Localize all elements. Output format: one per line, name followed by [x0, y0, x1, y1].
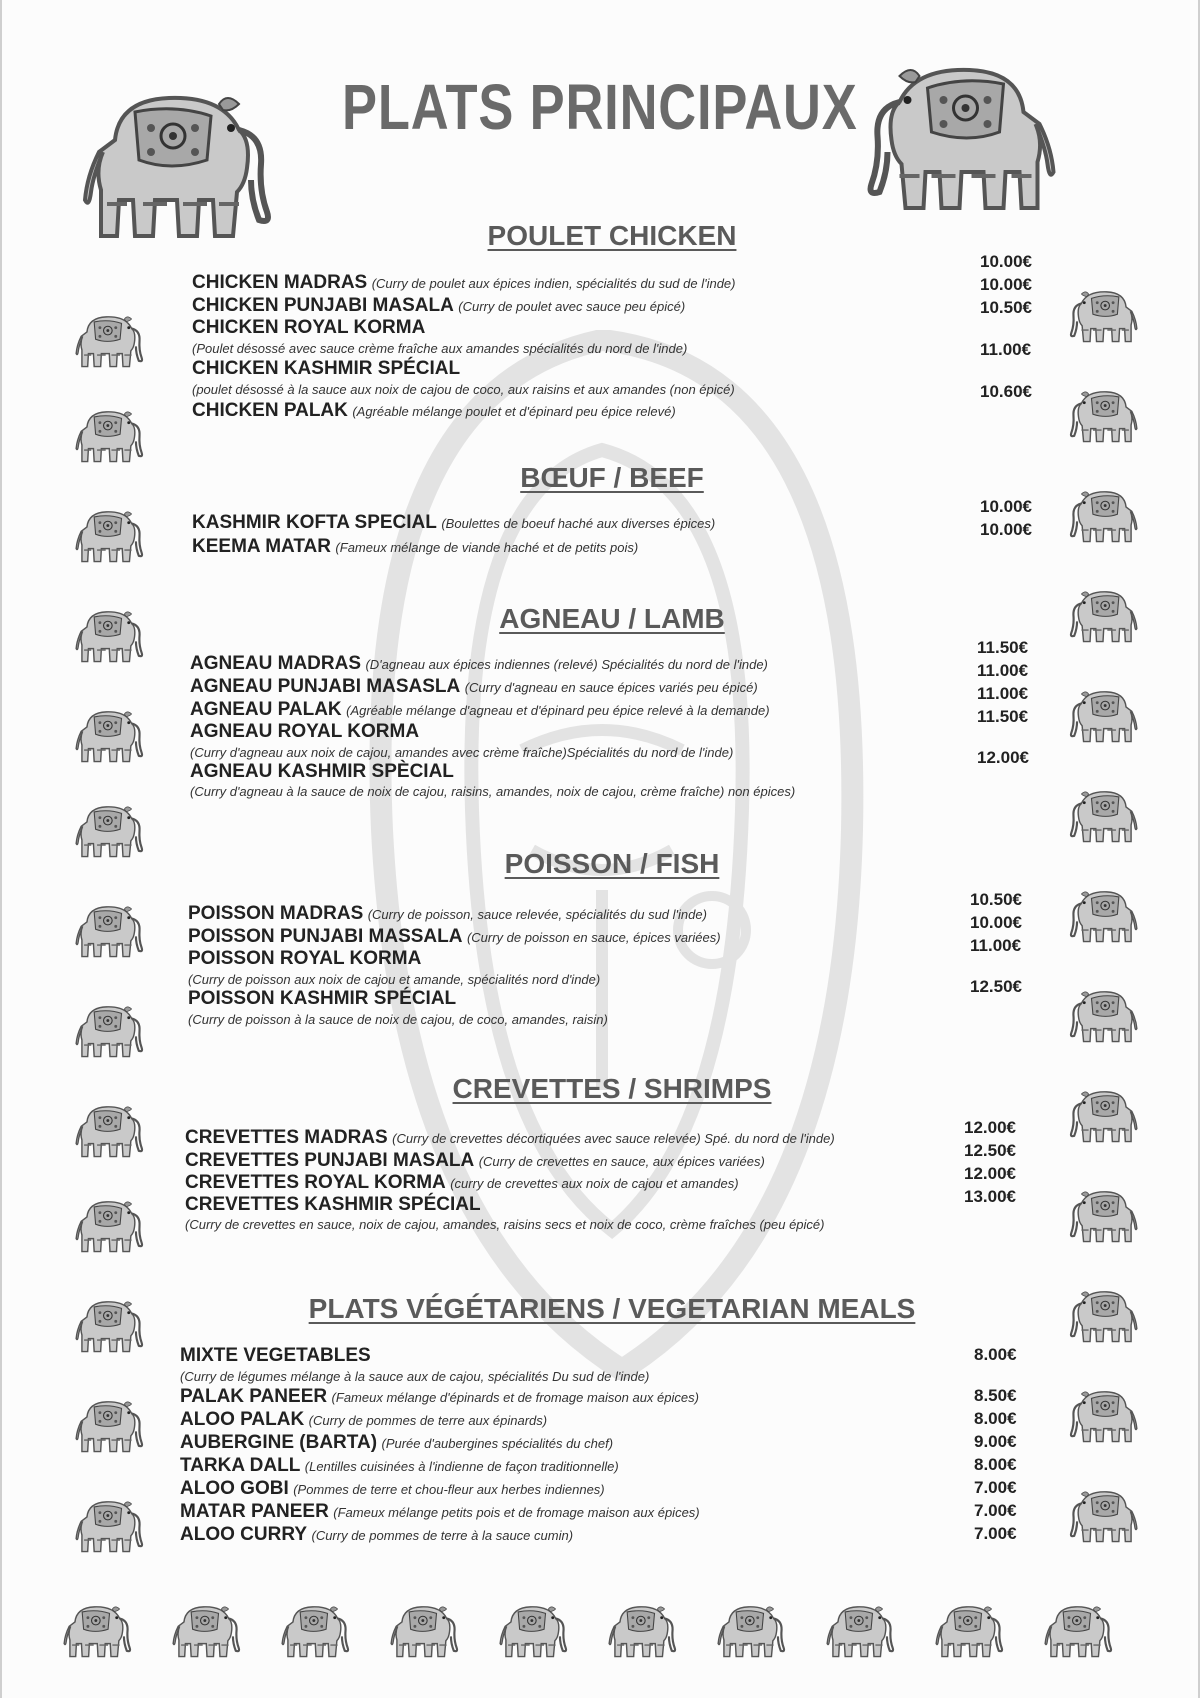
item-price: 11.00€ [977, 684, 1029, 703]
elephant-icon [74, 1295, 146, 1357]
elephant-icon [74, 505, 146, 567]
item-description: (Curry de poulet avec sauce peu épicé) [458, 299, 686, 314]
elephant-icon [1043, 1600, 1115, 1662]
item-price: 10.50€ [970, 890, 1022, 909]
item-name: CHICKEN PUNJABI MASALA [192, 295, 454, 316]
elephant-icon [280, 1600, 352, 1662]
section-title-lamb: AGNEAU / LAMB [499, 603, 725, 634]
elephant-icon [1067, 1385, 1139, 1447]
item-price: 10.00€ [980, 497, 1032, 516]
elephant-icon [825, 1600, 897, 1662]
item-description: (Curry de poisson aux noix de cajou et amande, spécialités nord d'inde) [188, 972, 601, 987]
item-price: 10.00€ [980, 520, 1032, 539]
item-description: (curry de crevettes aux noix de cajou et amandes) [450, 1176, 739, 1191]
section-title-shrimps: CREVETTES / SHRIMPS [452, 1073, 772, 1104]
elephant-icon [74, 1100, 146, 1162]
item-name: CREVETTES PUNJABI MASALA [185, 1150, 475, 1171]
item-name: TARKA DALL [180, 1455, 301, 1476]
item-description: (Fameux mélange d'épinards et de fromage maison aux épices) [331, 1390, 699, 1405]
section-title-fish: POISSON / FISH [504, 848, 720, 879]
item-name: POISSON ROYAL KORMA [188, 948, 422, 969]
item-description: (Fameux mélange de viande haché et de petits pois) [335, 540, 639, 555]
item-description: (Curry de crevettes en sauce, aux épices variées) [478, 1154, 765, 1169]
item-name: PALAK PANEER [180, 1386, 328, 1407]
item-name: CHICKEN PALAK [192, 400, 348, 421]
item-name: KEEMA MATAR [192, 536, 331, 557]
elephant-icon [62, 1600, 134, 1662]
page-title: PLATS PRINCIPAUX [342, 71, 858, 143]
elephant-icon [74, 800, 146, 862]
item-name: CREVETTES MADRAS [185, 1127, 388, 1148]
elephant-icon [1067, 785, 1139, 847]
elephant-icon [74, 1000, 146, 1062]
elephant-icon [74, 705, 146, 767]
item-description: (Curry de poisson à la sauce de noix de cajou, de coco, amandes, raisin) [188, 1012, 608, 1027]
elephant-icon [1067, 585, 1139, 647]
elephant-icon [607, 1600, 679, 1662]
item-name: ALOO GOBI [180, 1478, 289, 1499]
item-description: (D'agneau aux épices indiennes (relevé) Spécialités du nord de l'inde) [365, 657, 768, 672]
item-name: CHICKEN MADRAS [192, 272, 368, 293]
item-price: 11.00€ [970, 936, 1022, 955]
item-price: 8.00€ [974, 1409, 1017, 1428]
item-description: (poulet désossé à la sauce aux noix de cajou de coco, aux raisins et aux amandes (non épicé) [192, 382, 735, 397]
elephant-icon [389, 1600, 461, 1662]
item-description: (Boulettes de boeuf haché aux diverses épices) [441, 516, 716, 531]
elephant-icon [1067, 385, 1139, 447]
item-description: (Curry de pommes de terre à la sauce cumin) [311, 1528, 574, 1543]
item-price: 7.00€ [974, 1478, 1017, 1497]
item-description: (Curry de crevettes en sauce, noix de cajou, amandes, raisins secs et noix de coco, crème fraîches (peu épicé) [185, 1217, 825, 1232]
item-price: 11.00€ [977, 661, 1029, 680]
item-name: POISSON KASHMIR SPÉCIAL [188, 988, 457, 1009]
item-name: AGNEAU PALAK [190, 699, 342, 720]
elephant-icon [1067, 285, 1139, 347]
item-name: AGNEAU MADRAS [190, 653, 361, 674]
elephant-icon [1067, 685, 1139, 747]
item-price: 12.00€ [964, 1118, 1016, 1137]
item-description: (Curry de poisson, sauce relevée, spécialités du sud l'inde) [367, 907, 707, 922]
elephant-icon [74, 1495, 146, 1557]
item-name: ALOO PALAK [180, 1409, 305, 1430]
elephant-icon [716, 1600, 788, 1662]
item-description: (Curry d'agneau en sauce épices variés peu épicé) [464, 680, 758, 695]
elephant-icon [934, 1600, 1006, 1662]
elephant-icon [1067, 1085, 1139, 1147]
item-name: CHICKEN KASHMIR SPÉCIAL [192, 358, 461, 379]
section-title-chicken: POULET CHICKEN [487, 220, 737, 251]
item-description: (Curry de poulet aux épices indien, spécialités du sud de l'inde) [371, 276, 736, 291]
item-description: (Purée d'aubergines spécialités du chef) [381, 1436, 614, 1451]
item-description: (Curry de légumes mélange à la sauce aux de cajou, spécialités Du sud de l'inde) [180, 1369, 650, 1384]
item-price: 12.50€ [970, 977, 1022, 996]
item-name: CREVETTES ROYAL KORMA [185, 1172, 446, 1193]
item-price: 13.00€ [964, 1187, 1016, 1206]
item-description: (Pommes de terre et chou-fleur aux herbes indiennes) [293, 1482, 605, 1497]
section-title-vegetarian: PLATS VÉGÉTARIENS / VEGETARIAN MEALS [308, 1293, 916, 1324]
item-price: 9.00€ [974, 1432, 1017, 1451]
elephant-icon [171, 1600, 243, 1662]
elephant-icon [1067, 885, 1139, 947]
item-price: 12.00€ [964, 1164, 1016, 1183]
item-description: (Lentilles cuisinées à l'indienne de façon traditionnelle) [304, 1459, 619, 1474]
item-price: 10.50€ [980, 298, 1032, 317]
elephant-icon [74, 900, 146, 962]
item-name: AUBERGINE (BARTA) [180, 1432, 378, 1453]
elephant-icon [1067, 985, 1139, 1047]
item-description: (Curry d'agneau aux noix de cajou, amandes avec crème fraîche)Spécialités du nord de l'inde) [190, 745, 734, 760]
elephant-icon [74, 405, 146, 467]
section-title-beef: BŒUF / BEEF [520, 462, 704, 493]
item-price: 12.00€ [977, 748, 1029, 767]
item-price: 8.50€ [974, 1386, 1017, 1405]
elephant-icon [1067, 1185, 1139, 1247]
item-price: 11.50€ [977, 638, 1029, 657]
item-name: CREVETTES KASHMIR SPÉCIAL [185, 1194, 481, 1215]
item-description: (Curry d'agneau à la sauce de noix de cajou, raisins, amandes, noix de cajou, crème fraîche) non épices) [190, 784, 796, 799]
item-name: AGNEAU KASHMIR SPÈCIAL [190, 761, 454, 782]
item-price: 8.00€ [974, 1455, 1017, 1474]
item-price: 11.50€ [977, 707, 1029, 726]
elephant-icon [498, 1600, 570, 1662]
item-name: KASHMIR KOFTA SPECIAL [192, 512, 437, 533]
item-price: 10.00€ [980, 252, 1032, 271]
item-description: (Poulet désossé avec sauce crème fraîche aux amandes spécialités du nord de l'inde) [192, 341, 688, 356]
item-description: (Curry de pommes de terre aux épinards) [308, 1413, 548, 1428]
item-price: 10.60€ [980, 382, 1032, 401]
item-name: POISSON MADRAS [188, 903, 364, 924]
item-description: (Fameux mélange petits pois et de fromage maison aux épices) [333, 1505, 700, 1520]
item-name: AGNEAU PUNJABI MASASLA [190, 676, 461, 697]
elephant-illustration-icon [852, 52, 1067, 222]
item-description: (Agréable mélange poulet et d'épinard peu épice relevé) [352, 404, 676, 419]
elephant-icon [1067, 1285, 1139, 1347]
item-description: (Curry de crevettes décortiquées avec sauce relevée) Spé. du nord de l'inde) [392, 1131, 835, 1146]
item-name: POISSON PUNJABI MASSALA [188, 926, 463, 947]
item-price: 10.00€ [970, 913, 1022, 932]
elephant-icon [1067, 1485, 1139, 1547]
item-price: 10.00€ [980, 275, 1032, 294]
item-name: MATAR PANEER [180, 1501, 329, 1522]
elephant-icon [74, 1395, 146, 1457]
item-name: AGNEAU ROYAL KORMA [190, 721, 420, 742]
item-name: MIXTE VEGETABLES [180, 1345, 371, 1366]
item-description: (Curry de poisson en sauce, épices variées) [466, 930, 721, 945]
item-price: 8.00€ [974, 1345, 1017, 1364]
item-name: ALOO CURRY [180, 1524, 308, 1545]
item-price: 7.00€ [974, 1501, 1017, 1520]
item-description: (Agréable mélange d'agneau et d'épinard peu épice relevé à la demande) [346, 703, 770, 718]
elephant-icon [1067, 485, 1139, 547]
item-price: 7.00€ [974, 1524, 1017, 1543]
elephant-icon [74, 605, 146, 667]
elephant-icon [74, 310, 146, 372]
item-price: 12.50€ [964, 1141, 1016, 1160]
item-price: 11.00€ [980, 340, 1032, 359]
item-name: CHICKEN ROYAL KORMA [192, 317, 426, 338]
elephant-icon [74, 1195, 146, 1257]
